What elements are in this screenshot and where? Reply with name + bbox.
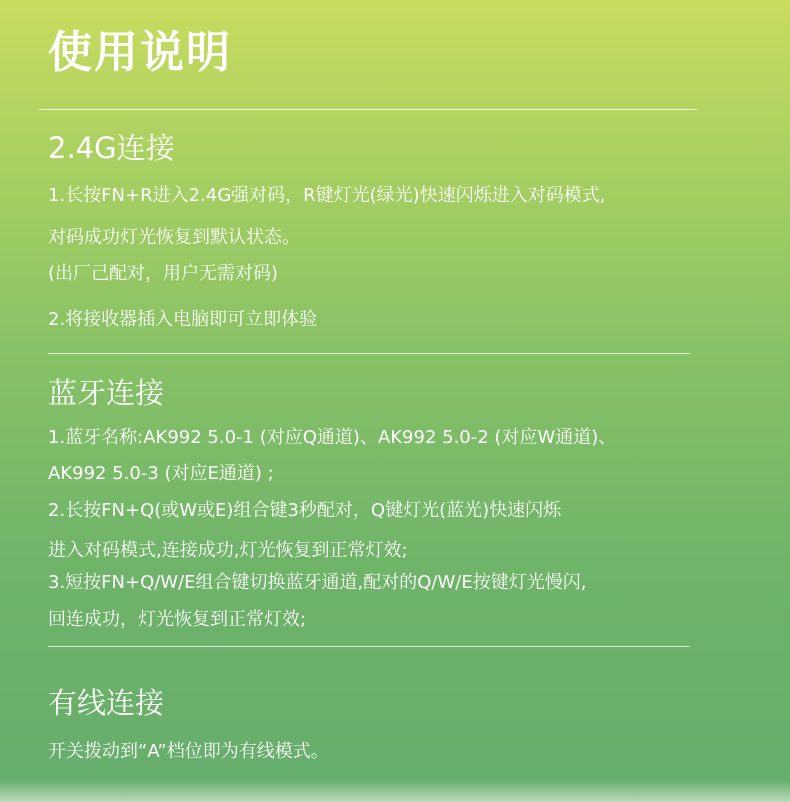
title-divider: [38, 109, 698, 110]
section-title-2-4g: 2.4G连接: [48, 131, 175, 165]
section-divider-1: [48, 353, 690, 354]
section-2-4g-line-1: 1.长按FN+R进入2.4G强对码，R键灯光(绿光)快速闪烁进入对码模式,: [48, 185, 606, 206]
section-divider-2: [48, 646, 690, 647]
section-title-bluetooth: 蓝牙连接: [48, 376, 165, 410]
section-title-wired: 有线连接: [48, 686, 165, 720]
section-bluetooth-line-2: AK992 5.0-3 (对应E通道) ;: [48, 463, 274, 484]
section-2-4g-line-3: (出厂己配对，用户无需对码): [48, 263, 279, 284]
section-bluetooth-line-1: 1.蓝牙名称:AK992 5.0-1 (对应Q通道)、AK992 5.0-2 (对应W通道)、: [48, 427, 617, 448]
section-bluetooth-line-3: 2.长按FN+Q(或W或E)组合键3秒配对，Q键灯光(蓝光)快速闪烁: [48, 500, 562, 521]
section-bluetooth-line-4: 进入对码模式,连接成功,灯光恢复到正常灯效;: [48, 540, 408, 561]
section-bluetooth-line-5: 3.短按FN+Q/W/E组合键切换蓝牙通道,配对的Q/W/E按键灯光慢闪,: [48, 572, 587, 593]
section-2-4g-line-2: 对码成功灯光恢复到默认状态。: [48, 227, 300, 248]
bottom-glow: [0, 780, 790, 802]
section-bluetooth-line-6: 回连成功，灯光恢复到正常灯效;: [48, 609, 307, 630]
section-2-4g-line-4: 2.将接收器插入电脑即可立即体验: [48, 309, 318, 330]
page-title: 使用说明: [48, 27, 232, 78]
section-wired-line-1: 开关拨动到“A”档位即为有线模式。: [48, 741, 329, 762]
